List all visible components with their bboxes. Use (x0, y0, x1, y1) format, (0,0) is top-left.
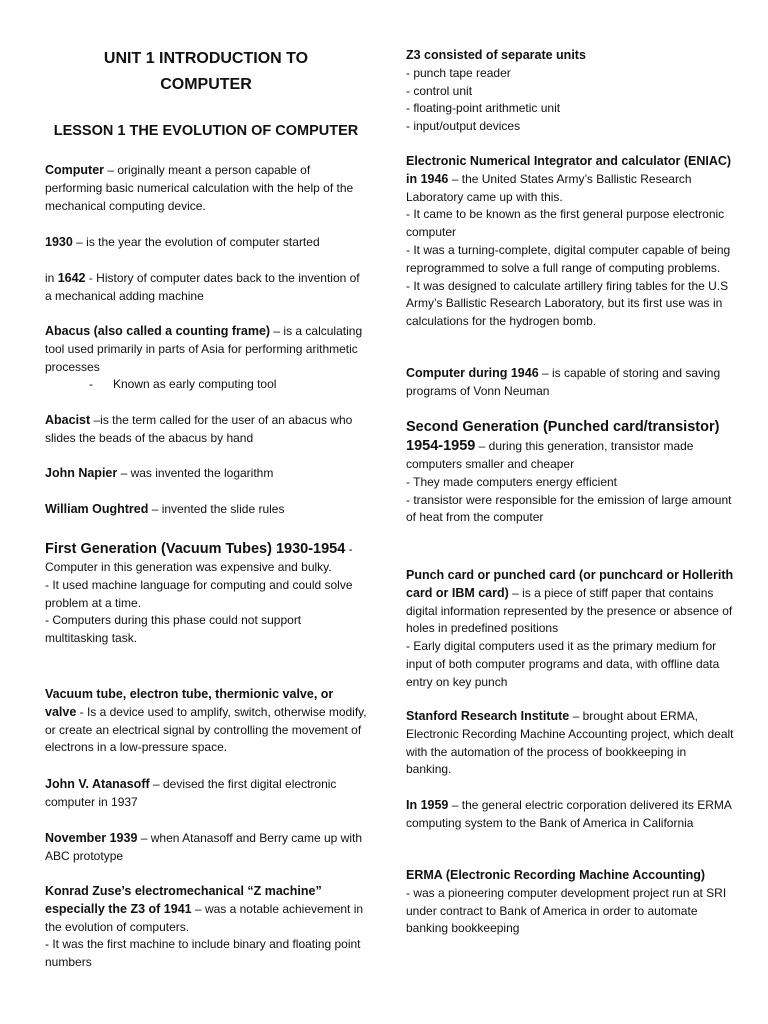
paragraph-napier (45, 465, 367, 483)
paragraph-punch-card (406, 567, 734, 692)
definition-vacuum-tube: - Is a device used to amplify, switch, otherwise modify, or create an electrical signal by controlling the movement of electrons in a low-pressure space. (45, 704, 367, 755)
lesson-title: LESSON 1 THE EVOLUTION OF COMPUTER (53, 123, 359, 139)
unit-title-line2: COMPUTER (160, 76, 252, 93)
first-generation-text: - Computer in this generation was expensive and bulky. (45, 542, 353, 574)
paragraph-computer-1946 (406, 365, 734, 401)
paragraph-second-generation (406, 418, 734, 527)
definition-in-1959: – the general electric corporation delivered its ERMA computing system to the Bank of America in California (406, 798, 732, 830)
second-generation-line3: - transistor were responsible for the emission of large amount of heat from the computer (406, 492, 732, 525)
term-vacuum-tube: Vacuum tube, electron tube, thermionic valve, or valve (45, 687, 334, 719)
definition-abacus: – is a calculating tool used primarily in parts of Asia for performing arithmetic processes (45, 324, 363, 374)
definition-computer-1946: – is capable of storing and saving programs of Vonn Neuman (406, 366, 721, 398)
term-computer: Computer (45, 163, 105, 177)
definition-zuse: – was a notable achievement in the evolution of computers. (45, 901, 364, 934)
eniac-line4: - It was designed to calculate artillery firing tables for the U.S Army’s Ballistic Research Laboratory, but its first use was in calculations for the hydrogen bomb. (406, 278, 729, 329)
paragraph-abacus (45, 323, 367, 394)
term-punch-card: Punch card or punched card (or punchcard or Hollerith card or IBM card) (406, 568, 734, 600)
first-generation-line2: - It used machine language for computing and could solve problem at a time. (45, 577, 353, 610)
paragraph-erma (406, 867, 734, 938)
definition-punch-card: – is a piece of stiff paper that contains digital information represented by the presence or absence of holes in predefined positions (406, 585, 733, 636)
paragraph-1930 (45, 234, 367, 252)
abacus-bullet-text: Known as early computing tool (113, 377, 277, 392)
term-erma: ERMA (Electronic Recording Machine Accounting) (406, 868, 706, 882)
term-zuse: Konrad Zuse’s electromechanical “Z machine” especially the Z3 of 1941 (45, 884, 322, 916)
paragraph-oughtred (45, 501, 367, 519)
paragraph-zuse (45, 883, 367, 972)
z3-item: - control unit (406, 83, 473, 98)
paragraph-november-1939 (45, 830, 367, 866)
z3-item: - floating-point arithmetic unit (406, 101, 561, 116)
definition-atanasoff: – devised the first digital electronic computer in 1937 (45, 777, 337, 809)
first-generation-line3: - Computers during this phase could not support multitasking task. (45, 613, 302, 646)
definition-napier: – was invented the logarithm (117, 466, 274, 480)
term-atanasoff: John V. Atanasoff (45, 777, 150, 791)
paragraph-z3 (406, 47, 734, 136)
second-generation-text: – during this generation, transistor made computers smaller and cheaper (406, 439, 694, 471)
term-abacus: Abacus (also called a counting frame) (45, 324, 271, 338)
term-1930: 1930 (45, 235, 73, 249)
definition-abacist: –is the term called for the user of an abacus who slides the beads of the abacus by hand (45, 413, 353, 445)
paragraph-vacuum-tube (45, 686, 367, 757)
second-generation-line2: - They made computers energy efficient (406, 474, 617, 489)
paragraph-1642 (45, 270, 367, 306)
heading-first-generation: First Generation (Vacuum Tubes) 1930-1954 (45, 541, 346, 557)
paragraph-first-generation (45, 540, 367, 648)
unit-title (45, 46, 367, 98)
paragraph-eniac (406, 153, 734, 331)
term-z3: Z3 consisted of separate units (406, 48, 586, 62)
paragraph-computer (45, 162, 367, 215)
paragraph-abacist (45, 412, 367, 448)
punch-card-line2: - Early digital computers used it as the primary medium for input of both computer programs and data, with offline data entry on key punch (406, 639, 720, 689)
term-sri: Stanford Research Institute (406, 709, 570, 723)
erma-line2: - was a pioneering computer development project run at SRI under contract to Bank of America in order to automate banking bookkeeping (406, 885, 727, 936)
paragraph-in-1959 (406, 797, 734, 833)
heading-second-generation: Second Generation (Punched card/transistor) 1954-1959 (406, 419, 720, 454)
unit-title-line1: UNIT 1 INTRODUCTION TO (103, 50, 309, 67)
z3-item: - input/output devices (406, 119, 521, 134)
term-in-1959: In 1959 (406, 798, 449, 812)
zuse-line2: - It was the first machine to include binary and floating point numbers (45, 937, 361, 970)
paragraph-atanasoff (45, 776, 367, 812)
paragraph-sri (406, 708, 734, 779)
prefix-1642: in (45, 271, 58, 285)
definition-computer: – originally meant a person capable of performing basic numerical calculation with the help of the mechanical computing device. (45, 163, 354, 213)
eniac-line2: - It came to be known as the first general purpose electronic computer (406, 207, 725, 240)
term-computer-1946: Computer during 1946 (406, 366, 539, 380)
definition-1642: - History of computer dates back to the invention of a mechanical adding machine (45, 271, 360, 303)
eniac-line3: - It was a turning-complete, digital computer capable of being reprogrammed to solve a full range of computing problems. (406, 242, 731, 275)
definition-1930: – is the year the evolution of computer started (72, 235, 320, 249)
term-oughtred: William Oughtred (45, 502, 149, 516)
definition-sri: – brought about ERMA, Electronic Recording Machine Accounting project, which dealt with the automation of the process of bookkeeping in banking. (406, 709, 734, 777)
term-november-1939: November 1939 (45, 831, 138, 845)
definition-oughtred: – invented the slide rules (148, 502, 285, 516)
abacus-bullet (45, 376, 367, 394)
abacus-bullet-dash: - (89, 377, 93, 392)
definition-november-1939: – when Atanasoff and Berry came up with ABC prototype (45, 831, 362, 863)
term-1642: 1642 (57, 271, 86, 285)
term-napier: John Napier (45, 466, 118, 480)
term-abacist: Abacist (45, 413, 91, 427)
definition-eniac: – the United States Army’s Ballistic Research Laboratory came up with this. (406, 171, 692, 204)
term-eniac: Electronic Numerical Integrator and calculator (ENIAC) in 1946 (406, 154, 732, 186)
z3-item: - punch tape reader (406, 65, 511, 80)
